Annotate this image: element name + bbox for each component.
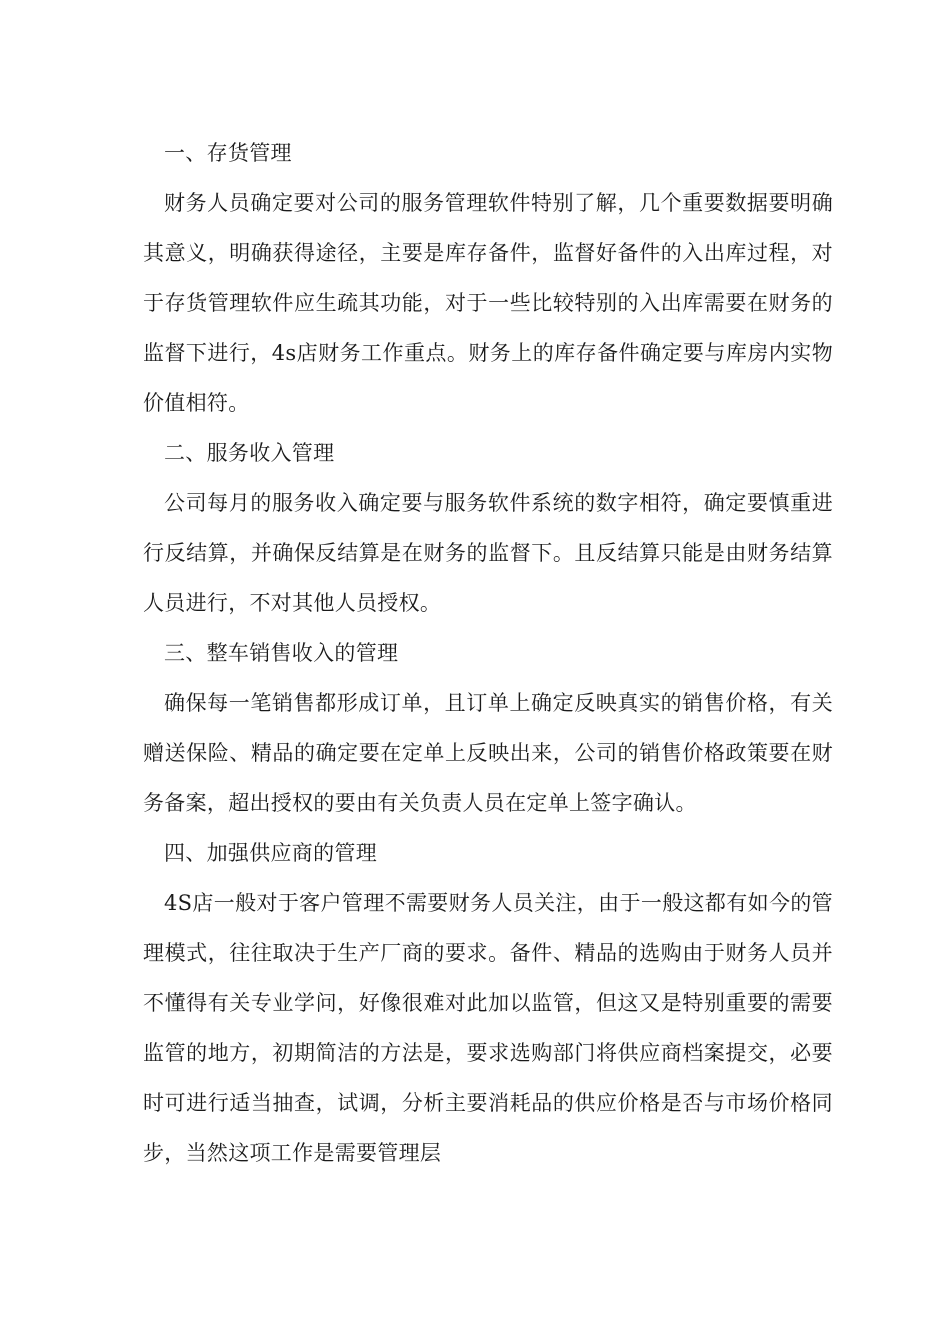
section-heading-vehicle-sales: 三、整车销售收入的管理 bbox=[164, 641, 399, 665]
section-heading-inventory: 一、存货管理 bbox=[164, 141, 292, 165]
section-body-vehicle-sales: 确保每一笔销售都形成订单，且订单上确定反映真实的销售价格，有关赠送保险、精品的确定要在定单上反映出来，公司的销售价格政策要在财务备案，超出授权的要由有关负责人员在定单上签字确认。 bbox=[143, 691, 833, 815]
section-body-suppliers: 4S店一般对于客户管理不需要财务人员关注，由于一般这都有如今的管理模式，往往取决于生产厂商的要求。备件、精品的选购由于财务人员并不懂得有关专业学问，好像很难对此加以监管，但这又是特别重要的需要监管的地方，初期简洁的方法是，要求选购部门将供应商档案提交，必要时可进行适当抽查，试调，分析主要消耗品的供应价格是否与市场价格同步，当然这项工作是需要管理层 bbox=[143, 891, 833, 1165]
section-body-service-revenue: 公司每月的服务收入确定要与服务软件系统的数字相符，确定要慎重进行反结算，并确保反结算是在财务的监督下。且反结算只能是由财务结算人员进行，不对其他人员授权。 bbox=[143, 491, 833, 615]
document-body bbox=[143, 128, 833, 1178]
section-heading-service-revenue: 二、服务收入管理 bbox=[164, 441, 335, 465]
section-body-inventory: 财务人员确定要对公司的服务管理软件特别了解，几个重要数据要明确其意义，明确获得途径，主要是库存备件，监督好备件的入出库过程，对于存货管理软件应生疏其功能，对于一些比较特别的入出库需要在财务的监督下进行，4s店财务工作重点。财务上的库存备件确定要与库房内实物价值相符。 bbox=[143, 191, 833, 415]
section-heading-suppliers: 四、加强供应商的管理 bbox=[164, 841, 377, 865]
